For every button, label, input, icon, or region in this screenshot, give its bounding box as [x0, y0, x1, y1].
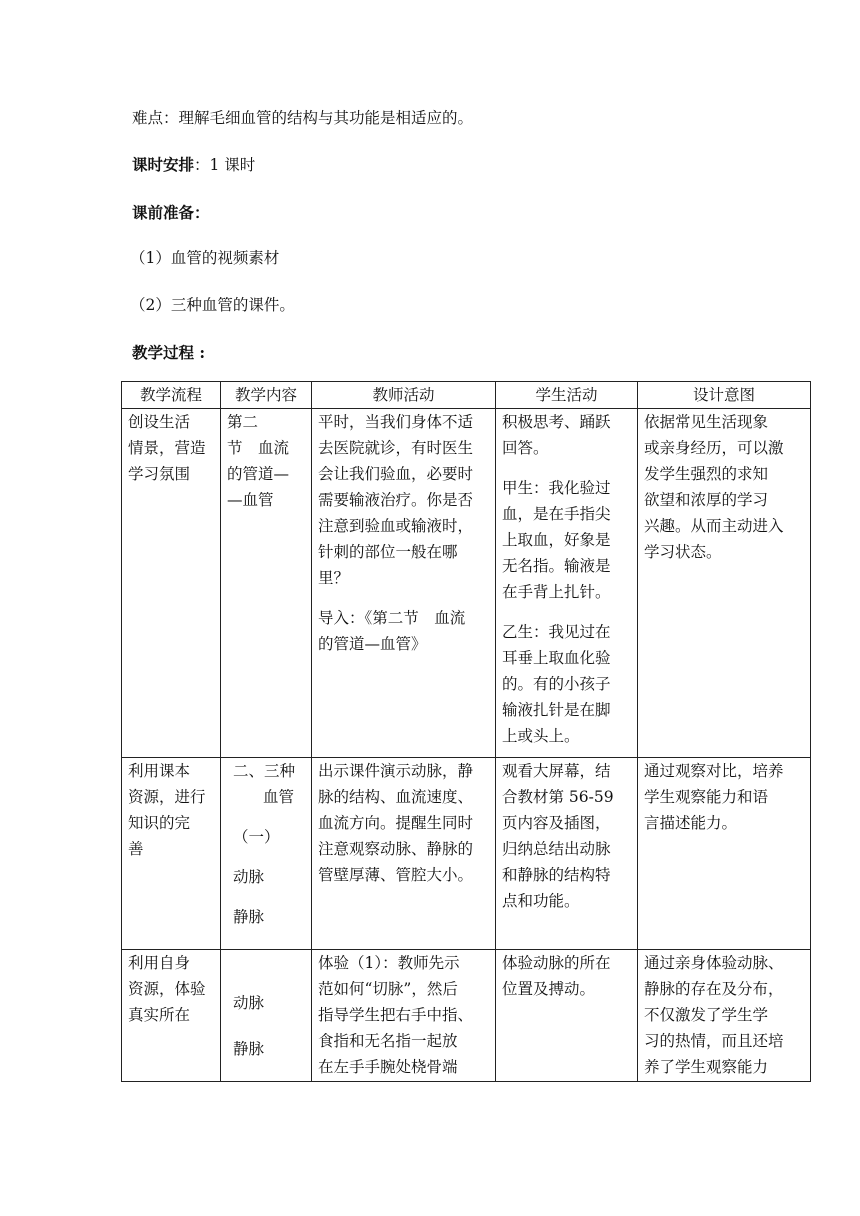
cell-content: 动脉 静脉 [221, 950, 312, 1082]
cell-design: 通过亲身体验动脉、 静脉的存在及分布， 不仅激发了学生学 习的热情，而且还培 养了学生观察能力 [638, 950, 811, 1082]
header-content: 教学内容 [221, 382, 312, 409]
cell-student: 体验动脉的所在 位置及搏动。 [496, 950, 638, 1082]
header-design: 设计意图 [638, 382, 811, 409]
prep-item-2: （2）三种血管的课件。 [130, 296, 295, 314]
cell-content: 第二 节 血流 的管道— —血管 [221, 409, 312, 758]
cell-student: 观看大屏幕，结 合教材第 56-59 页内容及插图， 归纳总结出动脉 和静脉的结构特 点和功能。 [496, 758, 638, 950]
header-teacher: 教师活动 [312, 382, 496, 409]
header-flow: 教学流程 [122, 382, 221, 409]
cell-flow: 创设生活 情景，营造 学习氛围 [122, 409, 221, 758]
schedule-label: 课时安排 [132, 155, 195, 174]
cell-flow: 利用课本 资源，进行 知识的完 善 [122, 758, 221, 950]
table-row [122, 950, 811, 1082]
prep-heading: 课前准备： [132, 203, 210, 222]
table-header-row [122, 382, 811, 409]
cell-student: 积极思考、踊跃 回答。 甲生：我化验过 血，是在手指尖 上取血，好象是 无名指。输液是 在手背上扎针。 乙生：我见过在 耳垂上取血化验 的。有的小孩子 输液扎针是在脚 上或头上。 [496, 409, 638, 758]
process-heading: 教学过程 : [132, 343, 206, 362]
table-row [122, 409, 811, 758]
table-row [122, 758, 811, 950]
difficulty-text: 难点：理解毛细血管的结构与其功能是相适应的。 [132, 109, 474, 127]
cell-content: 二、三种 血管 （一） 动脉 静脉 [221, 758, 312, 950]
header-student: 学生活动 [496, 382, 638, 409]
cell-teacher: 体验（1）：教师先示 范如何“切脉”，然后 指导学生把右手中指、 食指和无名指一起放 在左手手腕处桡骨端 [312, 950, 496, 1082]
cell-flow: 利用自身 资源，体验 真实所在 [122, 950, 221, 1082]
cell-teacher: 出示课件演示动脉，静 脉的结构、血流速度、 血流方向。提醒生同时 注意观察动脉、静脉的 管壁厚薄、管腔大小。 [312, 758, 496, 950]
schedule-value: ：1 课时 [194, 156, 256, 174]
cell-teacher: 平时，当我们身体不适 去医院就诊，有时医生 会让我们验血，必要时 需要输液治疗。你是否 注意到验血或输液时， 针刺的部位一般在哪 里？ 导入：《第二节 血流 的管道—血管》 [312, 409, 496, 758]
cell-design: 通过观察对比，培养 学生观察能力和语 言描述能力。 [638, 758, 811, 950]
cell-design: 依据常见生活现象 或亲身经历，可以激 发学生强烈的求知 欲望和浓厚的学习 兴趣。从而主动进入 学习状态。 [638, 409, 811, 758]
schedule-line [132, 155, 255, 175]
lesson-table [121, 381, 811, 1082]
prep-item-1: （1）血管的视频素材 [130, 249, 280, 267]
